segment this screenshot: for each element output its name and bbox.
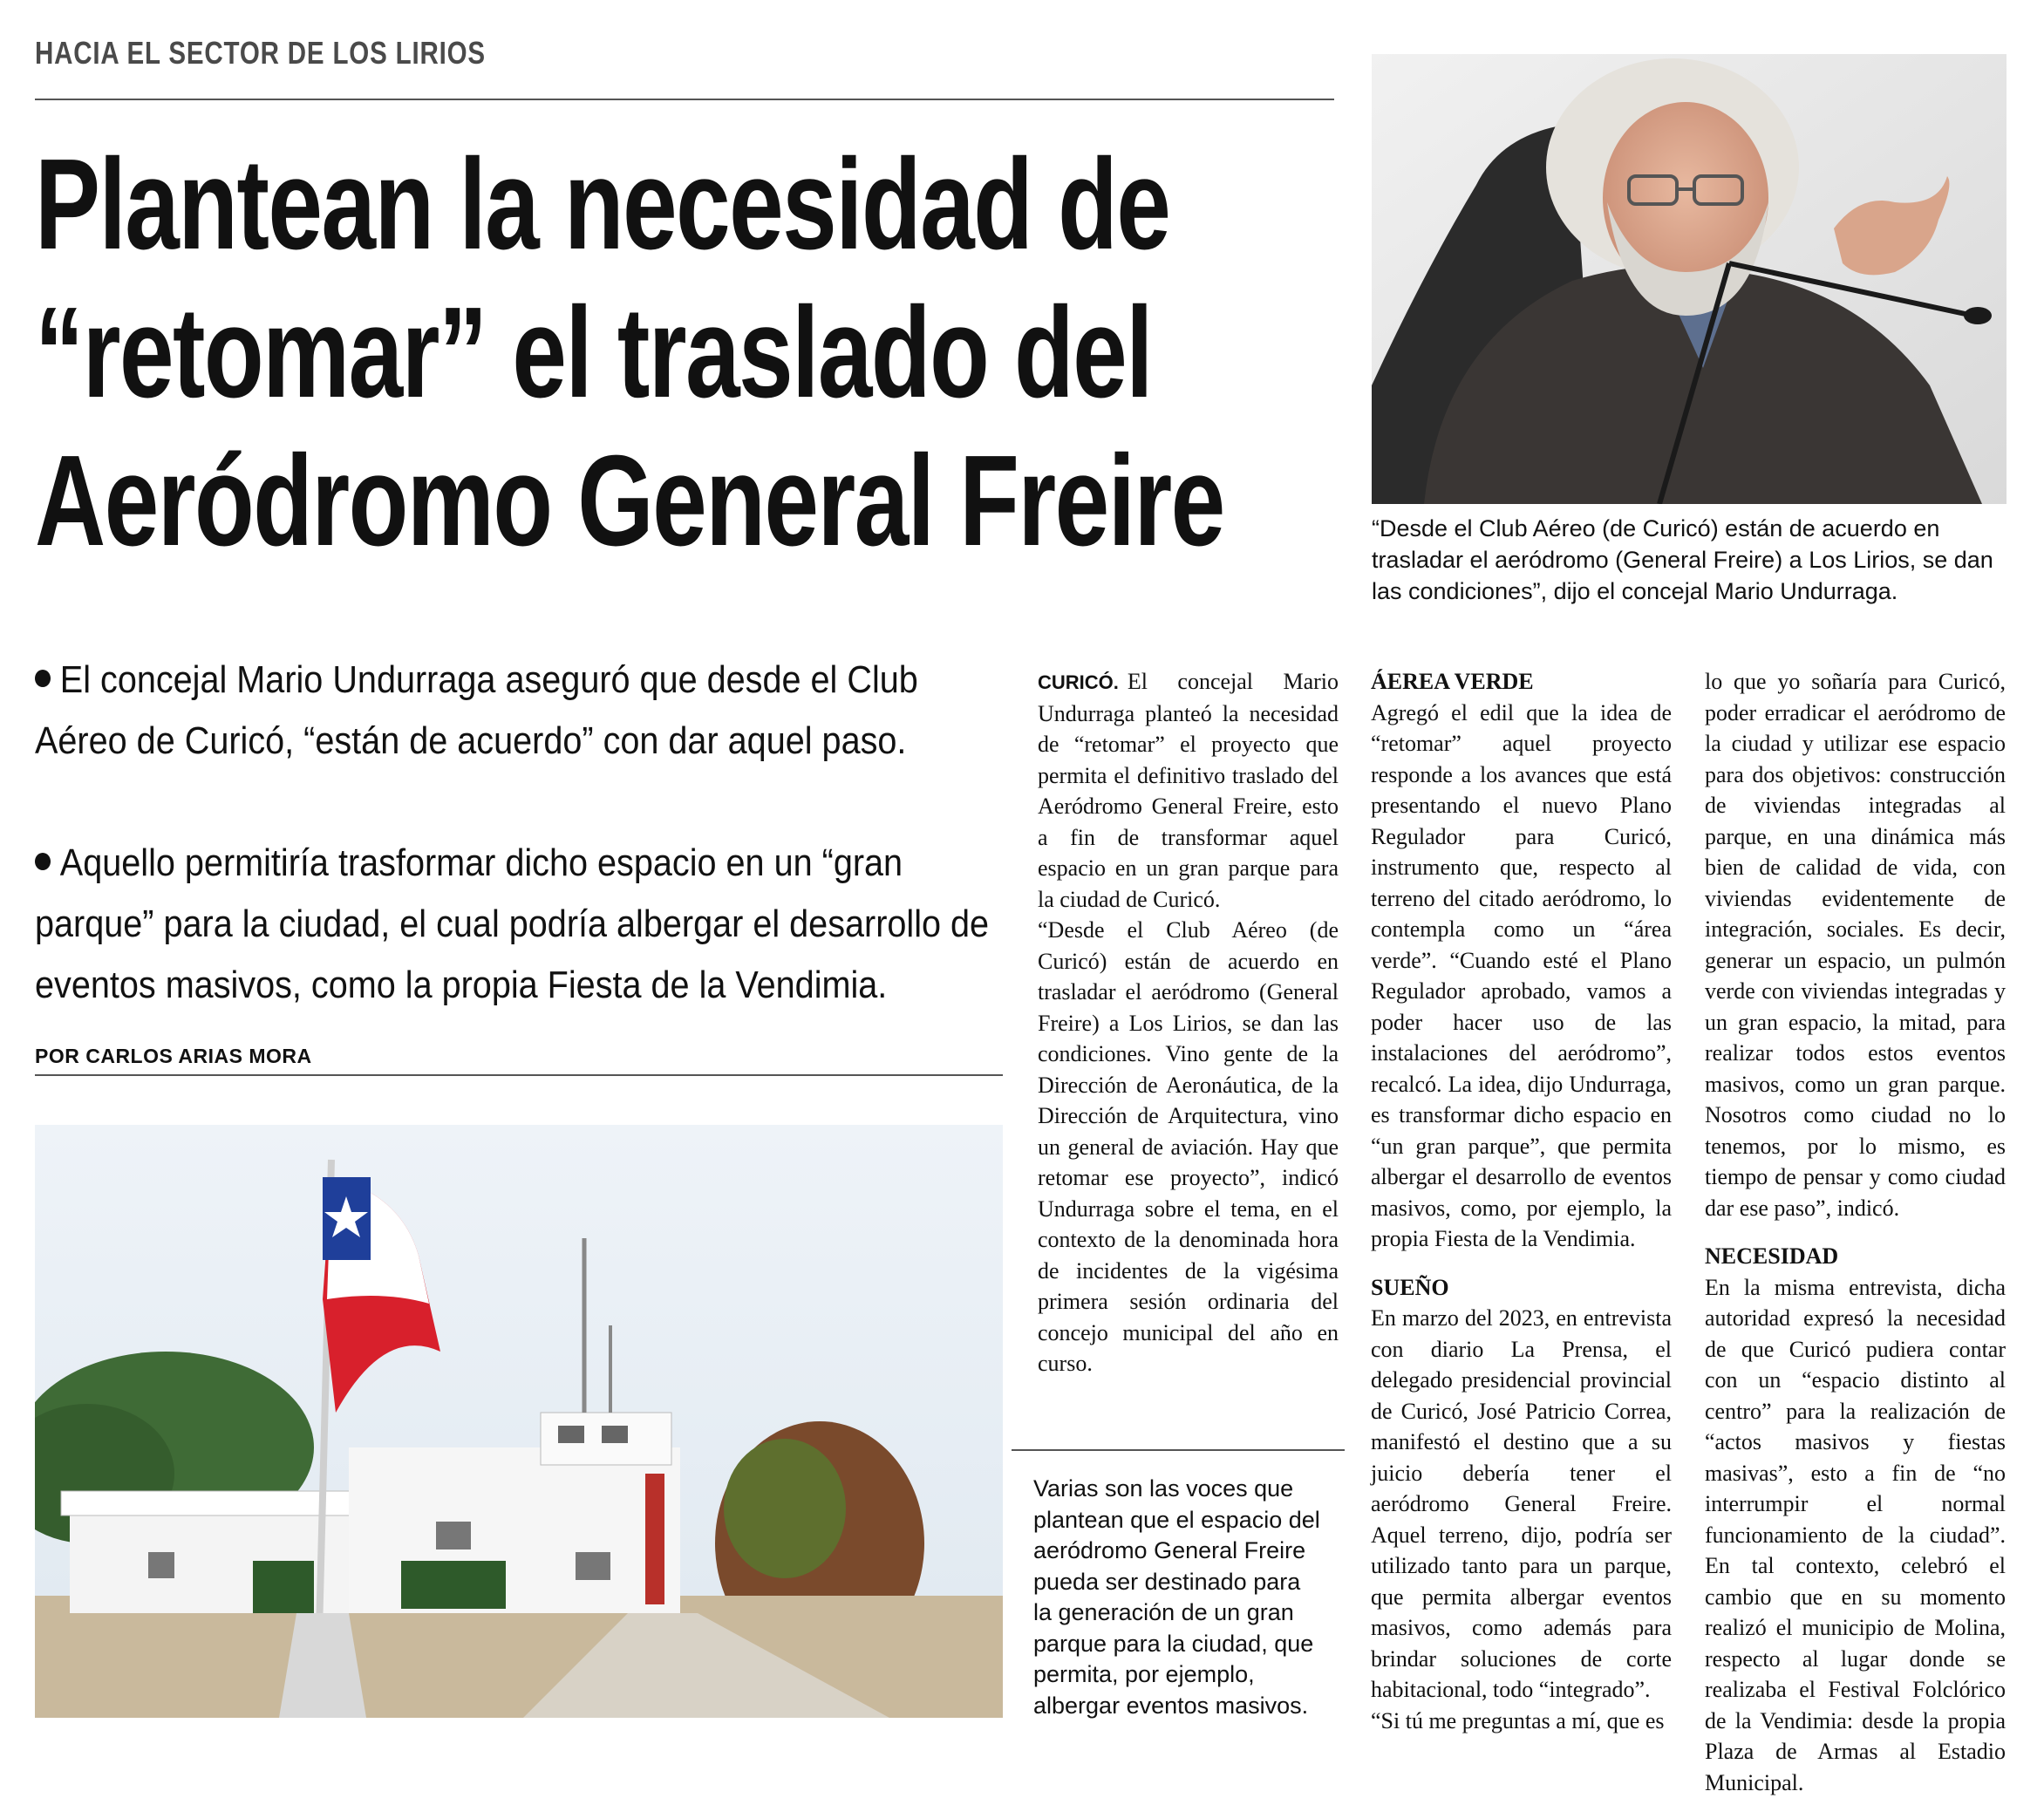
pull-quote: Varias son las voces que plantean que el espacio del aeródromo General Freire pueda ser destinado para la generación de un gran parque para la ciudad, que permita, por ejemplo, albergar eventos masivos. bbox=[1033, 1474, 1321, 1721]
article-column-2 bbox=[1371, 666, 1672, 1736]
paragraph: “Desde el Club Aéreo (de Curicó) están de acuerdo en trasladar el aeródromo (General Freire) a Los Lirios, se dan las condiciones. Vino gente de la Dirección de Aeronáutica, de la Dirección de Arquitectura, vino un general de aviación. Hay que retomar ese proyecto”, indicó Undurraga sobre el tema, en el contexto de la denominada hora de incidentes de la vigésima primera sesión ordinaria del concejo municipal del año en curso. bbox=[1038, 915, 1339, 1379]
paragraph: Agregó el edil que la idea de “retomar” aquel proyecto responde a los avances que está presentando el nuevo Plano Regulador para Curicó, instrumento que, respecto al terreno del citado aeródromo, lo contempla como un “área verde”. “Cuando esté el Plano Regulador aprobado, vamos a poder hacer uso de las instalaciones del aeródromo”, recalcó. La idea, dijo Undurraga, es transformar dicho espacio en “un gran parque”, que permita albergar el desarrollo de eventos masivos, como, por ejemplo, la propia Fiesta de la Vendimia. bbox=[1371, 698, 1672, 1255]
subheading: NECESIDAD bbox=[1705, 1241, 2006, 1272]
aerodrome-photo bbox=[35, 1125, 1003, 1718]
paragraph: En marzo del 2023, en entrevista con diario La Prensa, el delegado presidencial provincial de Curicó, José Patricio Correa, manifestó el destino que a su juicio debería tener el aeródromo General Freire. Aquel terreno, dijo, podría ser utilizado tanto para un parque, que permita albergar eventos masivos, como además para brindar soluciones de corte habitacional, todo “integrado”. bbox=[1371, 1303, 1672, 1706]
subheading: SUEÑO bbox=[1371, 1272, 1672, 1304]
byline: POR CARLOS ARIAS MORA bbox=[35, 1045, 312, 1068]
summary-bullets bbox=[35, 650, 1012, 1016]
headline-line-3: Aeródromo General Freire bbox=[35, 427, 1069, 575]
portrait-caption: “Desde el Club Aéreo (de Curicó) están de acuerdo en trasladar el aeródromo (General Freire) a Los Lirios, se dan las condiciones”, dijo el concejal Mario Undurraga. bbox=[1372, 513, 2007, 607]
byline-divider bbox=[35, 1074, 1003, 1076]
subheading: ÁEREA VERDE bbox=[1371, 666, 1672, 698]
paragraph: CURICÓ. El concejal Mario Undurraga planteó la necesidad de “retomar” el proyecto que permita el definitivo traslado del Aeródromo General Freire, esto a fin de transformar aquel espacio en un gran parque para la ciudad de Curicó. bbox=[1038, 666, 1339, 915]
paragraph: En la misma entrevista, dicha autoridad expresó la necesidad de que Curicó pudiera contar con un “espacio distinto al centro” para la realización de “actos masivos y fiestas masivas”, esto a fin de “no interrumpir el normal funcionamiento de la ciudad”. En tal contexto, celebró el cambio que en su momento realizó el municipio de Molina, respecto al lugar donde se realizaba el Festival Folclórico de la Vendimia: desde la propia Plaza de Armas al Estadio Municipal. bbox=[1705, 1272, 2006, 1798]
headline-line-1: Plantean la necesidad de bbox=[35, 131, 1069, 279]
paragraph: “Si tú me preguntas a mí, que es bbox=[1371, 1706, 1672, 1737]
headline-line-2: “retomar” el traslado del bbox=[35, 279, 1069, 427]
summary-bullet: Aquello permitiría trasformar dicho espacio en un “gran parque” para la ciudad, el cual podría albergar el desarrollo de eventos masivos, como la propia Fiesta de la Vendimia. bbox=[35, 833, 1008, 1016]
bullet-icon bbox=[35, 853, 51, 870]
dateline: CURICÓ. bbox=[1038, 671, 1119, 693]
summary-bullet: El concejal Mario Undurraga aseguró que desde el Club Aéreo de Curicó, “están de acuerdo” con dar aquel paso. bbox=[35, 650, 1008, 772]
section-kicker: HACIA EL SECTOR DE LOS LIRIOS bbox=[35, 35, 486, 72]
article-column-3 bbox=[1705, 666, 2006, 1798]
paragraph: lo que yo soñaría para Curicó, poder erradicar el aeródromo de la ciudad y utilizar ese espacio para dos objetivos: construcción de viviendas integradas al parque, en una dinámica más bien de calidad de vida, con viviendas evidentemente de integración, sociales. Es decir, generar un espacio, un pulmón verde con viviendas integradas y un gran espacio, la mitad, para realizar todos estos eventos masivos, como un gran parque. Nosotros como ciudad no lo tenemos, por lo mismo, es tiempo de pensar y como ciudad dar ese paso”, indicó. bbox=[1705, 666, 2006, 1223]
headline bbox=[35, 131, 1069, 575]
bullet-icon bbox=[35, 670, 51, 687]
top-divider bbox=[35, 99, 1334, 100]
portrait-photo bbox=[1372, 54, 2007, 504]
pull-quote-rule bbox=[1012, 1449, 1345, 1451]
article-column-1 bbox=[1038, 666, 1339, 1379]
